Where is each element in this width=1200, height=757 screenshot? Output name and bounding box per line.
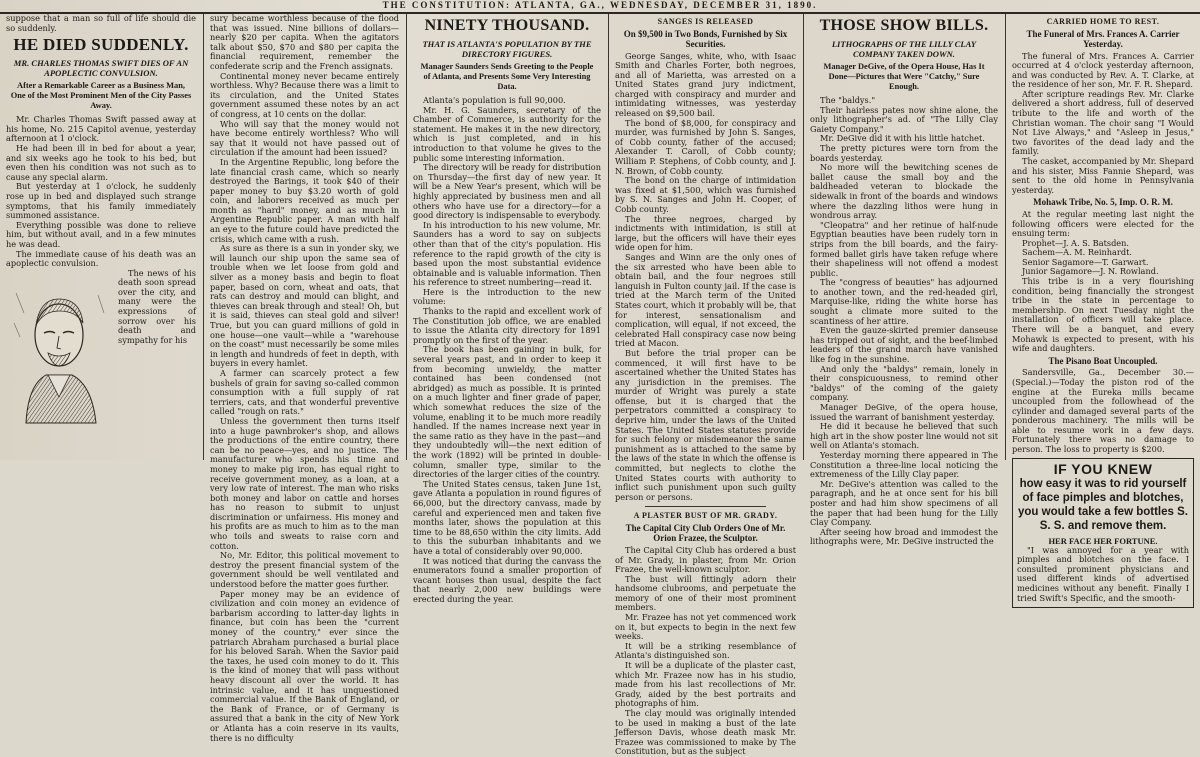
paragraph: It was noticed that during the canvass the enumerators found a smaller proportion of vacant houses than usual, despite the fact that nearly 2,000 new buildings were erected during the year. [413,555,601,604]
paragraph: This tribe is in a very flourishing condition, being financially the strongest tribe in the state in percentage to membership. On next Tuesday night the installation of officers will take place. There will be a banquet, and every Mohawk is expected to present, with his wife and daughters. [1012,276,1194,354]
headline-ninety-thousand: NINETY THOUSAND. [424,17,590,34]
paragraph: As sure as there is a sun in yonder sky, we will launch our ship upon the same sea of trouble when we let loose from gold and silver as a money basis and begin to float paper, based on corn, wheat and oats, that rats can destroy and mould can blight, and thieves can break through and steal! Oh, but it is said, thieves can steal gold and silver! True, but you can guard millions of gold in one house—one vault—while a "warehouse on the coast" must necessarily be some miles in length and hundreds of feet in depth, with buyers in every hamlet. [210,243,399,369]
headline-he-died-suddenly: HE DIED SUDDENLY. [13,35,189,55]
paragraph: The "baldys." [820,95,876,105]
deck-plaster-bust: The Capital City Club Orders One of Mr. Orion Frazee, the Sculptor. [625,522,786,544]
deck-sanges: On $9,500 in Two Bonds, Furnished by Six Securities. [623,28,788,49]
column-6 [1006,14,1200,603]
deck-show-bills: LITHOGRAPHS OF THE LILLY CLAY COMPANY TAKEN DOWN. [831,39,977,59]
paragraph: Sanges and Winn are the only ones of the six arrested who have been able to obtain bail, and the four negroes still languish in Fulton county jail. If the case is tried at the March term of the United States court, which it probably will be, that for interest, sensationalism and complication, will equal, if not exceed, the celebrated Hall conspiracy case now being tried at Macon. [615,251,796,349]
column-1-intro: suppose that a man so full of life should die so suddenly. [6,13,196,33]
masthead: THE CONSTITUTION: ATLANTA, GA., WEDNESDAY, DECEMBER 31, 1890. [0,0,1200,14]
paragraph: Even the gauze-skirted premier danseuse has tripped out of sight, and the beef-limbed leaders of the grand march have vanished like fog in the sunshine. [810,325,998,365]
column-4 [609,14,802,757]
paragraph: At the regular meeting last night the following officers were elected for the ensuing term: [1012,208,1194,239]
paragraph: Everything possible was done to relieve him, but without avail, and in a few minutes he was dead. [6,219,196,249]
deck-population: THAT IS ATLANTA'S POPULATION BY THE DIRECTORY FIGURES. [422,39,592,59]
subdeck-population: Manager Saunders Sends Greeting to the People of Atlanta, and Presents Some Very Interesting Data. [420,62,594,91]
paragraph: Thanks to the rapid and excellent work of The Constitution job office, we are enabled to issue the Atlanta city directory for 1891 promptly on the first of the year. [413,306,601,345]
paragraph: Continental money never became entirely worthless. Why? Because there was a limit to its circulation, and the United States government assumed these notes by an act of congress, at 10 cents on the dollar. [210,70,399,119]
headline-show-bills: THOSE SHOW BILLS. [819,17,989,34]
paragraph: Unless the government then turns itself into a huge pawnbroker's shop, and allows the productions of the entire country, there can be no peace—yes, and no justice. The manufacturer who spends his time and money to make pig iron, has equal right to receive government money, as a loan, at a very low rate of interest. The man who risks both money and labor on cattle and horses has no reason to submit to unjust discrimination or unfairness. His money and his profits are as much to him as to the man who toils and sweats to raise corn and cotton. [210,415,399,551]
paragraph: The bust will fittingly adorn their handsome clubrooms, and perpetuate the memory of one of their most prominent members. [615,573,796,613]
paragraph: He had been ill in bed for about a year, and six weeks ago he took to his bed, but even then his condition was not such as to cause any special alarm. [6,142,196,182]
column-5 [804,14,1004,547]
article-divider [645,506,766,507]
paragraph: No more will the bewitching scenes de ballet cause the small boy and the baldheaded veteran to blockade the sidewalk in front of the boards and windows where the dazzling lithos were hung in wondrous array. [810,162,998,221]
paragraph: But yesterday at 1 o'clock, he suddenly rose up in bed and displayed such strange symptoms, that his family immediately summoned assistance. [6,181,196,221]
paragraph: The bond of $8,000, for conspiracy and murder, was furnished by John S. Sanges, of Cobb county, father of the accused; Alexander T. Caroll, of Cobb county; William P. Stephens, of Cobb county, and J. N. Brown, of Cobb county. [615,117,796,176]
deck-swift: MR. CHARLES THOMAS SWIFT DIES OF AN APOPLECTIC CONVULSION. [13,58,189,79]
paragraph: He did it because he believed that such high art in the show poster line would not sit well on Atlanta's stomach. [810,421,998,451]
paragraph: The directory will be ready for distribution on Thursday—the first day of new year. It will be a New Year's present, which will be highly appreciated by business men and all others who have use for a directory—for a good directory is indispensable to everybody. [413,162,601,221]
headline-mohawk-tribe: Mohawk Tribe, No. 5, Imp. O. R. M. [1033,197,1173,208]
paragraph: A farmer can scarcely protect a few bushels of grain for saving so-called common consumption with a full supply of rat terriers, cats, and that wonderful preventive called "rough on rats." [210,367,399,417]
paragraph: In the Argentine Republic, long before the late financial crash came, which so nearly destroyed the Barings, it took $40 of their paper money to buy $3.20 worth of gold coin, and laborers received as much per month as "hard" money, and as much in Argentine Republic paper. A man with half an eye to the future could have predicted the crisis, which came with a rush. [210,156,399,244]
paragraph: Mr. Frazee has not yet commenced work on it, but expects to begin in the next few weeks. [615,612,796,642]
paragraph: "Cleopatra" and her retinue of half-nude Egyptian beauties have been rudely torn in strips from the bill boards, and the fairy-formed ballet girls have taken refuge where their shapeliness will not offend a modest public. [810,219,998,278]
officer-line: Junior Sagamore—J. N. Rowland. [1022,266,1159,277]
paragraph: After seeing how broad and immodest the lithographs were, Mr. DeGive instructed the [810,526,998,547]
paragraph: Mr. H. G. Saunders, secretary of the Chamber of Commerce, is authority for the statement. He makes it in the new directory, which is just completed, and in his introduction to that volume he gives to the public some interesting information. [413,104,601,163]
paragraph: But before the trial proper can be commenced, it will first have to be ascertained whether the United States has any jurisdiction in the premises. The murder of Wright was purely a state offense, but it is charged that the perpetrators committed a conspiracy to deprive him, under the laws of the United States. The United States statutes provide for such felony or misdemeanor the same punishment as is attached to the same by the laws of the state in which the offense is committed, but neglects to clothe the United States courts with authority to inflict such punishment upon such guilty person or persons. [615,347,796,502]
paragraph: Atlanta's population is full 90,000. [423,95,566,105]
paragraph: George Sanges, white, who, with Isaac Smith and Charles Forter, both negroes, and all of Marietta, was arrested on a United States grand jury indictment, charged with conspiracy and murder and intimidating witnesses, was yesterday released on $9,500 bail. [615,50,796,119]
officer-line: Sachem—A. M. Reinhardt. [1022,247,1132,258]
column-3 [407,14,607,604]
paragraph: The immediate cause of his death was an apoplectic convulsion. [6,248,196,269]
officer-line: Prophet—J. A. S. Batsden. [1022,237,1130,248]
paragraph: The bond on the charge of intimidation was fixed at $1,500, which was furnished by S. N. Sanges and John H. Cooper, of Cobb county. [615,175,796,214]
headline-pisano-boat: The Pisano Boat Uncoupled. [1048,355,1158,366]
paragraph: The news of his death soon spread over the city, and many were the expressions of sorrow over his death and sympathy for his [118,267,196,345]
paragraph: sury became worthless because of the flood that was issued. Nine billions of dollars—nearly $20 per capita. When the agitators talk about $50, $70 and $80 per capita the financial requirement, remember the confederate scrip and the French assignats. [210,13,399,71]
paragraph: The pretty pictures were torn from the boards yesterday. [810,142,998,163]
paragraph: Paper money may be an evidence of civilization and coin money an evidence of barbarism according to latter-day lights in finance, but coin has been the "current money of the country," ever since the patriarch Abraham purchased a burial place for his beloved Sarah. When the Savior paid the taxes, he used coin money to do it. This is the kind of money that will pass without heavy discount all over the world. It has intrinsic value, and it has unquestioned commercial value. If the Bank of England, or the Bank of France, or of Germany is assured that a bank in the city of New York or Atlanta has a coin reserve in its vaults, there is no difficulty [210,588,399,743]
portrait-engraving [6,273,112,423]
paragraph: Manager DeGive, of the opera house, issued the warrant of banishment yesterday. [810,402,998,422]
paragraph: Mr. DeGive's attention was called to the paragraph, and he at once sent for his bill poster and had him show specimens of all the paper that had been hung for the Lilly Clay Company. [810,478,998,528]
ad-headline: IF YOU KNEW [1053,460,1153,477]
paragraph: The Capital City Club has ordered a bust of Mr. Grady, in plaster, from Mr. Orion Frazee, the well-known sculptor. [615,544,796,575]
paragraph: The casket, accompanied by Mr. Shepard and his sister, Miss Fannie Shepard, was sent to the old home in Pennsylvania yesterday. [1012,156,1194,195]
paragraph: After scripture readings Rev. Mr. Clarke delivered a short address, full of deserved tribute to the life and worth of the Christian woman. The choir sang "I Would Not Live Always," and "Asleep in Jesus," two favorites of the dead lady and the family. [1012,88,1194,157]
ad-testimonial: "I was annoyed for a year with pimples and blotches on the face. I consulted prominent physicians and used different kinds of advertised medicines without any benefit. Finally I tried Swift's Specific, and the smooth- [1017,544,1189,603]
paragraph: The book has been gaining in bulk, for several years past, and in order to keep it from becoming unwieldy, the matter contained has been condensed (not abridged) as much as possible. It is printed on a much lighter and finer grade of paper, which somewhat reduces the size of the volume, enabling it to be much more readily handled. If the names increase next year in the same ratio as they have in the past—and they undoubtedly will—the next edition of the work (1892) will be printed in double-column, smaller type, similar to the directories of the larger cities of the country. [413,344,601,480]
headline-carried-home: CARRIED HOME TO REST. [1046,17,1160,26]
paragraph: Here is the introduction to the new volume: [413,286,601,307]
paragraph: The clay mould was originally intended to be used in making a bust of the late Jefferson Davis, whose death mask Mr. Frazee was commissioned to make by The Constitution, but as the subject [615,708,796,757]
paragraph: The three negroes, charged by indictments with intimidation, is still at large, but the officers will have their eyes wide open for him. [615,213,796,253]
advertisement-sss [1012,458,1194,609]
subdeck-show-bills: Manager DeGive, of the Opera House, Has It Done—Pictures that Were "Catchy," Sure Enough. [823,62,985,91]
paragraph: It will be a duplicate of the plaster cast, which Mr. Frazee now has in his studio, made from his last recollections of Mr. Grady, aided by the best portraits and photographs of him. [615,660,796,709]
column-1 [0,14,202,460]
paragraph: In his introduction to his new volume, Mr. Saunders has a word to say on subjects other than that of the city's population. His reference to the rapid growth of the city is based upon the most substantial evidence obtainable and is valuable information. Then his reference to street numbering—read it. [413,219,601,288]
paragraph: It will be a striking resemblance of Atlanta's distinguished son. [615,640,796,661]
subdeck-swift: After a Remarkable Career as a Business Man, One of the Most Prominent Men of the City Passes Away. [10,81,192,111]
paragraph: Sandersville, Ga., December 30.—(Special.)—Today the piston rod of the engine at the Eureka mills became uncoupled from the followhead of the cylinder and damaged several parts of the ponderous machinery. The mills will be able to resume work in a few days. Fortunately there was no damage to person. The loss to property is $200. [1012,367,1194,455]
deck-funeral: The Funeral of Mrs. Frances A. Carrier Yesterday. [1026,28,1180,49]
paragraph: Who will say that the money would not have become entirely worthless? Who will say that it would not have passed out of circulation if the amount had been issued? [210,118,399,158]
paragraph: Mr. Charles Thomas Swift passed away at his home, No. 215 Capitol avenue, yesterday afternoon at 1 o'clock. [6,114,196,144]
ad-body: how easy it was to rid yourself of face pimples and blotches, you would take a few bottles S. S. S. and remove them. [1018,477,1188,532]
ad-subheading: HER FACE HER FORTUNE. [1048,535,1158,546]
paragraph: No, Mr. Editor, this political movement to destroy the present financial system of the government should be well ventilated and understood before the matter goes further. [210,550,399,590]
headline-sanges-released: SANGES IS RELEASED [657,17,754,26]
paragraph: Their hairless pates now shine alone, the only lithographer's ad. of "The Lilly Clay Gaiety Company." [810,104,998,134]
paragraph: The United States census, taken June 1st, gave Atlanta a population in round figures of 66,000, but the directory canvass, made by careful and experienced men and taken five months later, shows the population at this time to be 88,650 within the city limits. Add to this the suburban inhabitants and we have a total of considerably over 90,000. [413,478,601,556]
headline-plaster-bust: A PLASTER BUST OF MR. GRADY. [633,511,778,521]
paragraph: Yesterday morning there appeared in The Constitution a three-line local noticing the extremeness of the Lilly Clay paper. [810,449,998,480]
paragraph: The "congress of beauties" has adjourned to another town, and the red-headed girl, Marquise-like, riding the white horse has sought a climate more suited to the scantiness of her attire. [810,277,998,326]
portrait-illustration [6,273,112,423]
column-2 [204,13,405,743]
paragraph: And only the "baldys" remain, lonely in their conspicuousness, to remind other "baldys" of the coming of the gaiety company. [810,363,998,403]
paragraph: Mr. DeGive did it with his little hatchet. [820,133,985,144]
officer-line: Senior Sagamore—T. Garwart. [1022,256,1149,267]
paragraph: The funeral of Mrs. Frances A. Carrier occurred at 4 o'clock yesterday afternoon, and was conducted by Rev. A. T. Clarke, at the residence of her son, Mr. F. R. Shepard. [1012,50,1194,90]
